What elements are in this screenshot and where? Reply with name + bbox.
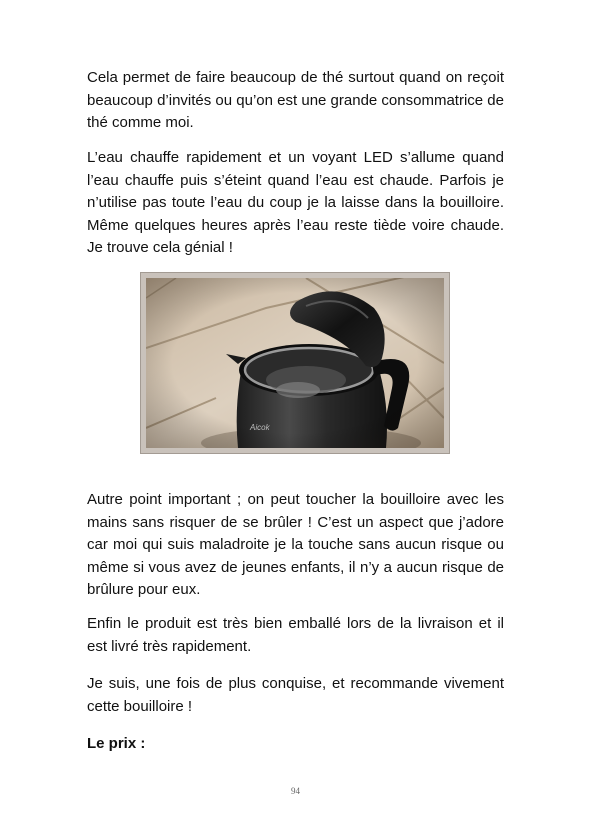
paragraph-5: Je suis, une fois de plus conquise, et recommande vivement cette bouilloire ! (87, 675, 504, 715)
page-number: 94 (291, 786, 300, 796)
paragraph-1: Cela permet de faire beaucoup de thé surtout quand on reçoit beaucoup d’invités ou qu’on est une grande consommatrice de thé comme moi. (87, 69, 504, 131)
kettle-illustration (146, 278, 444, 448)
paragraph-4: Enfin le produit est très bien emballé lors de la livraison et il est livré très rapidement. (87, 615, 504, 655)
paragraph-3: Autre point important ; on peut toucher la bouilloire avec les mains sans risquer de se brûler ! C’est un aspect que j’adore car moi qui suis maladroite je la touche sans aucun risque ou même si vous avez de jeunes enfants, il n’y a aucun risque de brûlure pour eux. (87, 491, 504, 598)
kettle-photo (141, 273, 449, 453)
paragraph-2: L’eau chauffe rapidement et un voyant LED s’allume quand l’eau chauffe puis s’éteint quand l’eau est chaude. Parfois je n’utilise pas toute l’eau du coup je la laisse dans la bouilloire. Même quelques heures après l’eau reste tiède voire chaude. Je trouve cela génial ! (87, 149, 504, 256)
section-heading-price: Le prix : (87, 735, 146, 752)
